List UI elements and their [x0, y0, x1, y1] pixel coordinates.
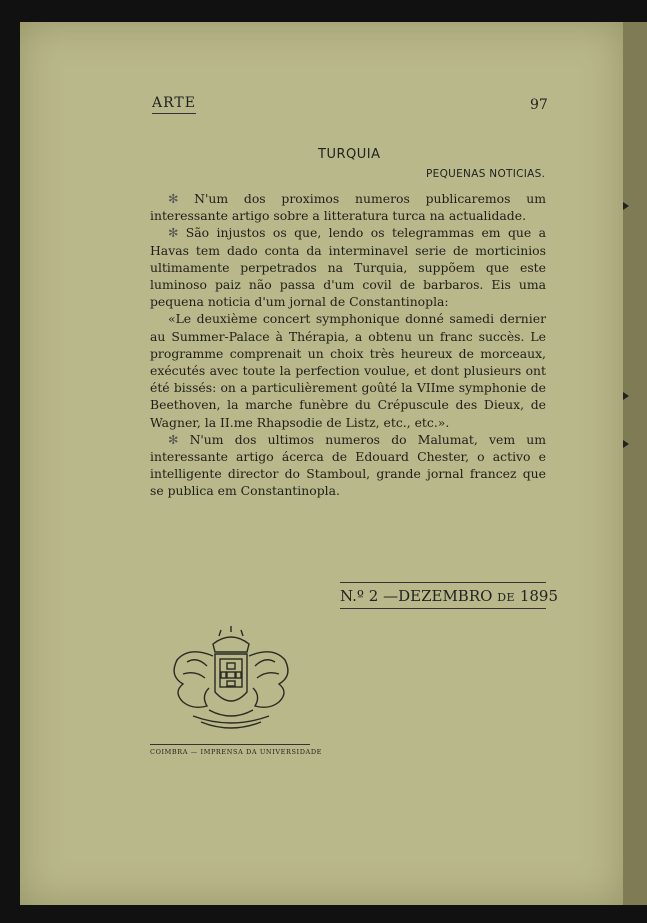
article-body	[150, 190, 546, 500]
next-page-edge	[623, 22, 647, 905]
issue-number: N.º 2	[340, 587, 379, 605]
issue-line	[340, 582, 559, 609]
coat-of-arms-icon	[163, 626, 299, 736]
issue-year: 1895	[519, 587, 559, 605]
section-header: ARTE	[152, 95, 196, 114]
issue-de: DE	[497, 591, 516, 604]
edge-mark	[623, 440, 629, 448]
asterism-icon: ✻	[168, 191, 195, 206]
article-subtitle: PEQUENAS NOTICIAS.	[426, 168, 546, 180]
issue-text	[340, 583, 559, 608]
page-number: 97	[530, 97, 548, 113]
divider	[340, 608, 546, 609]
issue-month: DEZEMBRO	[398, 587, 493, 605]
paragraph: ✻ N'um dos ultimos numeros do Malumat, vem um interessante artigo ácerca de Edouard Chester, o activo e intelligente director do Stamboul, grande jornal francez que se publica em Constantinopla.	[150, 431, 546, 499]
paragraph: ✻ São injustos os que, lendo os telegrammas em que a Havas tem dado conta da interminavel serie de morticinios ultimamente perpetrados na Turquia, suppõem que este luminoso paiz não passa d'um covil de barbaros. Eis uma pequena noticia d'um jornal de Constantinopla:	[150, 225, 547, 310]
edge-mark	[623, 392, 629, 400]
issue-dash: —	[383, 587, 399, 605]
asterism-icon: ✻	[168, 225, 186, 241]
printer-imprint: COIMBRA — IMPRENSA DA UNIVERSIDADE	[150, 744, 310, 756]
asterism-icon: ✻	[168, 431, 190, 447]
paragraph: «Le deuxième concert symphonique donné samedi dernier au Summer-Palace à Thérapia, a obtenu un franc succès. Le programme comprenait un choix très heureux de morceaux, exécutés avec toute la perfection voulue, et dont plusieurs ont été bissés: on a particulièrement goûté la VIIme symphonie de Beethoven, la marche funèbre du Crépuscule des Dieux, de Wagner, la II.me Rhapsodie de Listz, etc., etc.».	[150, 311, 546, 430]
edge-mark	[623, 202, 629, 210]
article-title: TURQUIA	[318, 147, 381, 162]
paragraph: ✻ N'um dos proximos numeros publicaremos um interessante artigo sobre a litteratura turca na actualidade.	[150, 191, 546, 224]
